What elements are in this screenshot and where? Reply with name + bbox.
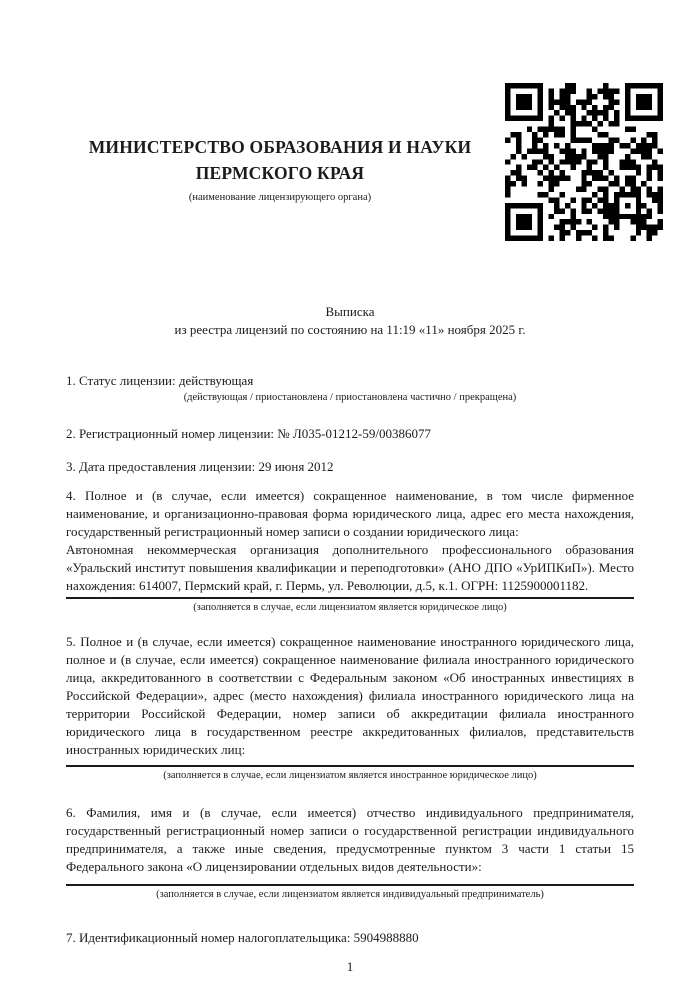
grant-date-text: 3. Дата предоставления лицензии: 29 июня 2012 — [66, 459, 334, 474]
document-title-line1: Выписка — [325, 304, 375, 319]
legal-entity-label: 4. Полное и (в случае, если имеется) сокращенное наименование, в том числе фирменное наименование, и организационно-правовая форма юридического лица, адрес его места нахождения, государственный регистрационный номер записи о создании юридического лица: — [66, 488, 634, 539]
licensing-authority-block — [64, 134, 496, 204]
section-individual-entrepreneur — [66, 804, 634, 901]
qr-code — [505, 83, 663, 241]
document-title-line2: из реестра лицензий по состоянию на 11:19 «11» ноября 2025 г. — [174, 322, 526, 337]
foreign-entity-note: (заполняется в случае, если лицензиатом является иностранное юридическое лицо) — [163, 770, 537, 781]
document-header — [0, 0, 700, 270]
section-license-status — [66, 372, 634, 404]
license-status-note: (действующая / приостановлена / приостановлена частично / прекращена) — [183, 392, 517, 403]
document-body — [0, 303, 700, 976]
section-legal-entity — [66, 487, 634, 614]
section-taxpayer-number — [66, 929, 634, 947]
license-status-text: 1. Статус лицензии: действующая — [66, 373, 254, 388]
individual-entrepreneur-note: (заполняется в случае, если лицензиатом является индивидуальный предприниматель) — [156, 889, 544, 900]
document-title — [66, 303, 634, 339]
taxpayer-number-text: 7. Идентификационный номер налогоплательщика: 5904988880 — [66, 930, 419, 945]
section-registration-number — [66, 425, 634, 443]
ministry-name-line1: МИНИСТЕРСТВО ОБРАЗОВАНИЯ И НАУКИ — [88, 137, 472, 157]
page-number: 1 — [346, 959, 354, 974]
ministry-name-line2: ПЕРМСКОГО КРАЯ — [195, 163, 365, 183]
legal-entity-note: (заполняется в случае, если лицензиатом является юридическое лицо) — [193, 602, 507, 613]
section-grant-date — [66, 458, 634, 476]
licensing-authority-caption: (наименование лицензирующего органа) — [188, 192, 372, 203]
registration-number-text: 2. Регистрационный номер лицензии: № Л035-01212-59/00386077 — [66, 426, 432, 441]
individual-entrepreneur-label: 6. Фамилия, имя и (в случае, если имеется) отчество индивидуального предпринимателя, государственный регистрационный номер записи о государственной регистрации индивидуального предпринимателя, а также иные сведения, предусмотренные пунктом 3 части 1 статьи 15 Федерального закона «О лицензировании отдельных видов деятельности»: — [66, 805, 634, 874]
legal-entity-value: Автономная некоммерческая организация дополнительного профессионального образования «Уральский институт повышения квалификации и переподготовки» (АНО ДПО «УрИПКиП»). Место нахождения: 614007, Пермский край, г. Пермь, ул. Революции, д.5, к.1. ОГРН: 1125900001182. — [66, 542, 634, 593]
section-foreign-entity — [66, 633, 634, 782]
foreign-entity-label: 5. Полное и (в случае, если имеется) сокращенное наименование иностранного юридического лица, полное и (в случае, если имеется) сокращенное наименование филиала иностранного юридического лица, аккредитованного в соответствии с Федеральным законом «Об иностранных инвестициях в Российской Федерации», адрес (место нахождения) филиала иностранного юридического лица на территории Российской Федерации, номер записи об аккредитации филиала иностранного юридического лица в государственном реестре аккредитованных филиалов, представительств иностранных юридических лиц: — [66, 634, 634, 757]
